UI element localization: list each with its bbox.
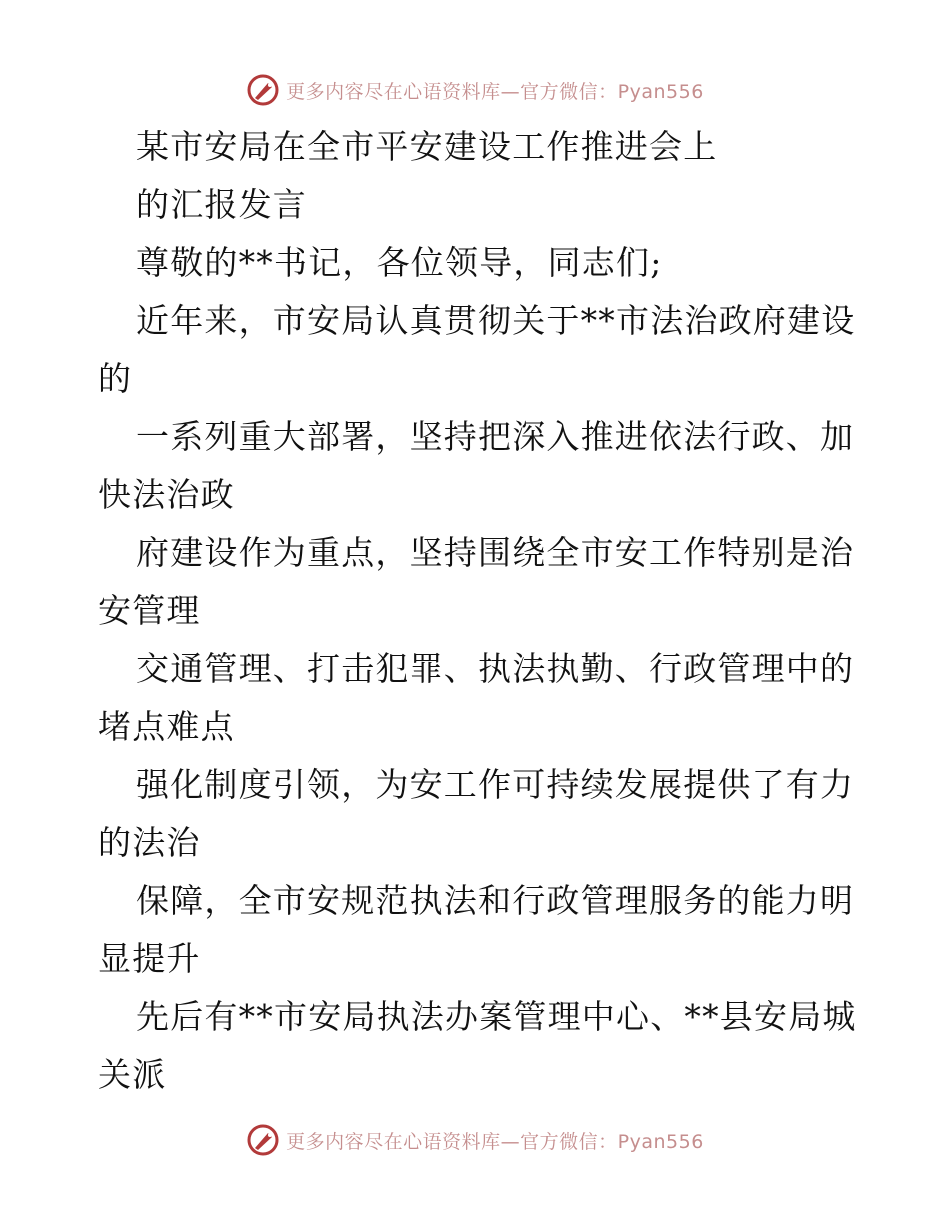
text-line: 保障，全市安规范执法和行政管理服务的能力明 [136,881,855,920]
footer-banner [0,1120,950,1160]
text-line: 的法治 [98,823,201,862]
document-body [98,118,858,1104]
text-line: 强化制度引领，为安工作可持续发展提供了有力 [136,765,855,804]
text-line: 一系列重大部署，坚持把深入推进依法行政、加 [136,417,855,456]
pen-nib-logo-icon [246,73,280,107]
text-line: 关派 [98,1055,167,1094]
pen-nib-logo-icon [246,1123,280,1157]
text-line: 先后有**市安局执法办案管理中心、**县安局城 [136,997,857,1036]
text-line: 近年来，市安局认真贯彻关于**市法治政府建设 [136,301,856,340]
banner-text: 更多内容尽在心语资料库—官方微信：Pyan556 [286,80,704,103]
text-line: 的汇报发言 [136,185,307,224]
text-line: 快法治政 [98,475,235,514]
text-line: 尊敬的**书记，各位领导，同志们; [136,243,663,282]
banner-text: 更多内容尽在心语资料库—官方微信：Pyan556 [286,1130,704,1153]
header-banner [0,70,950,110]
text-line: 交通管理、打击犯罪、执法执勤、行政管理中的 [136,649,855,688]
text-line: 府建设作为重点，坚持围绕全市安工作特别是治 [136,533,855,572]
text-line: 堵点难点 [98,707,235,746]
text-line: 安管理 [98,591,201,630]
text-line: 的 [98,359,133,398]
text-line: 某市安局在全市平安建设工作推进会上 [136,127,718,166]
text-line: 显提升 [98,939,201,978]
